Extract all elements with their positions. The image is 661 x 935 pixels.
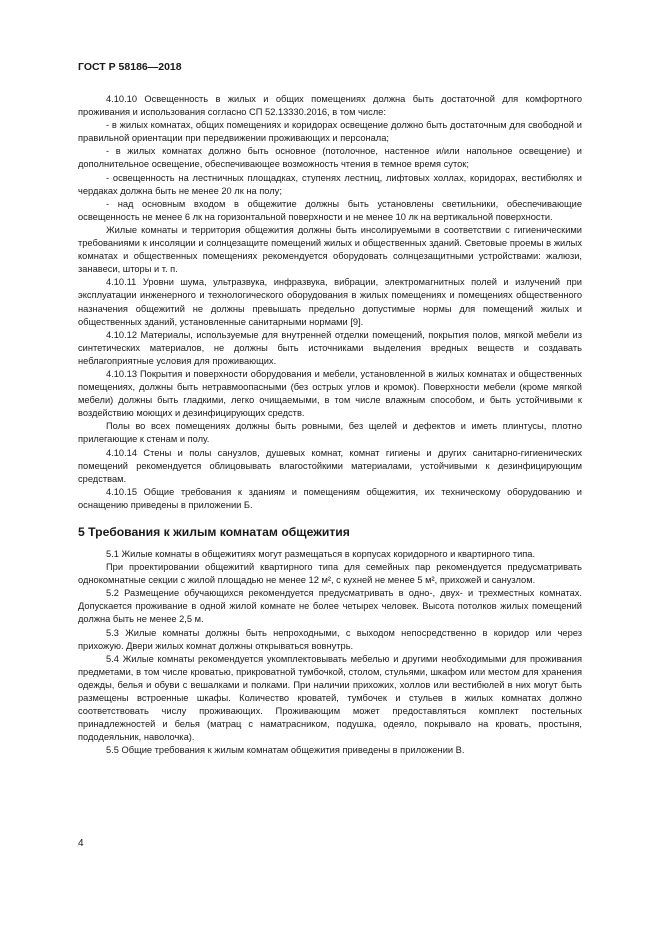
list-item: - освещенность на лестничных площадках, ступенях лестниц, лифтовых холлах, коридорах, вестибюлях и чердаках должна быть не менее 20 лк на полу; — [78, 172, 582, 196]
paragraph: 4.10.14 Стены и полы санузлов, душевых комнат, комнат гигиены и других санитарно-гигиенических помещений рекомендуется облицовывать влагостойкими материалами, устойчивыми к дезинфицирующим средствам. — [78, 447, 582, 484]
paragraph: Жилые комнаты и территория общежития должны быть инсолируемыми в соответствии с гигиеническими требованиями к инсоляции и солнцезащите помещений жилых и общественных зданий. Световые проемы в жилых комнатах и общественных помещениях рекомендуется оборудовать солнцезащитными устройствами: жалюзи, занавеси, шторы и т. п. — [78, 224, 582, 275]
list-item: - над основным входом в общежитие должны быть установлены светильники, обеспечивающие освещенность не менее 6 лк на горизонтальной поверхности и не менее 10 лк на вертикальной поверхности. — [78, 198, 582, 222]
list-item: - в жилых комнатах, общих помещениях и коридорах освещение должно быть достаточным для свободной и правильной ориентации при передвижении проживающих и персонала; — [78, 120, 582, 144]
document-body — [78, 93, 582, 758]
paragraph: 4.10.11 Уровни шума, ультразвука, инфразвука, вибрации, электромагнитных полей и излучений при эксплуатации инженерного и технологического оборудования в жилых помещениях и помещениях общественного назначения общежитий не должны превышать предельно допустимые нормы для помещений жилых и общественных зданий, установленные санитарными нормами [9]. — [78, 277, 582, 327]
paragraph: 4.10.12 Материалы, используемые для внутренней отделки помещений, покрытия полов, мягкой мебели из синтетических материалов, не должны быть источниками выделения вредных веществ и создавать неблагоприятные условия для проживающих. — [78, 329, 582, 366]
paragraph: Полы во всех помещениях должны быть ровными, без щелей и дефектов и иметь плинтусы, плотно прилегающие к стенам и полу. — [78, 421, 582, 445]
document-header: ГОСТ Р 58186—2018 — [78, 61, 182, 73]
paragraph: 4.10.13 Покрытия и поверхности оборудования и мебели, установленной в жилых комнатах и общественных помещениях, должны быть нетравмоопасными (без острых углов и кромок). Поверхности мебели (кроме мягкой мебели) должны быть гладкими, легко очищаемыми, в том числе влажным способом, и быть устойчивыми к воздействию моющих и дезинфицирующих средств. — [78, 368, 582, 419]
paragraph: При проектировании общежитий квартирного типа для семейных пар рекомендуется предусматривать однокомнатные секции с жилой площадью не менее 12 м², с кухней не менее 5 м², прихожей и санузлом. — [78, 562, 582, 586]
paragraph: 4.10.15 Общие требования к зданиям и помещениям общежития, их техническому оборудованию и оснащению приведены в приложении Б. — [78, 486, 582, 510]
paragraph: 5.4 Жилые комнаты рекомендуется укомплектовывать мебелью и другими необходимыми для проживания предметами, в том числе кроватью, прикроватной тумбочкой, столом, стульями, шкафом или местом для хранения одежды, белья и обуви с вешалками и полками. При наличии прихожих, холлов или вестибюлей в них могут быть размещены встроенные шкафы. Количество кроватей, тумбочек и стульев в жилых комнатах должно соответствовать числу проживающих. Проживающим может предоставляться комплект постельных принадлежностей и белья (матрац с наматрасником, подушка, одеяло, покрывало на кровать, простыня, пододеяльник, наволочка). — [78, 653, 582, 743]
list-item: - в жилых комнатах должно быть основное (потолочное, настенное и/или напольное освещение) и дополнительное освещение, обеспечивающее возможность чтения в темное время суток; — [78, 146, 582, 170]
page-number: 4 — [78, 838, 84, 849]
paragraph: 4.10.10 Освещенность в жилых и общих помещениях должна быть достаточной для комфортного проживания и использования согласно СП 52.13330.2016, в том числе: — [78, 94, 582, 118]
paragraph: 5.5 Общие требования к жилым комнатам общежития приведены в приложении В. — [106, 745, 465, 756]
paragraph: 5.3 Жилые комнаты должны быть непроходными, с выходом непосредственно в коридор или через прихожую. Двери жилых комнат должны открываться вовнутрь. — [78, 627, 582, 651]
section-title: 5 Требования к жилым комнатам общежития — [78, 525, 350, 539]
paragraph: 5.2 Размещение обучающихся рекомендуется предусматривать в одно-, двух- и трехместных комнатах. Допускается проживание в одной жилой комнате не более четырех человек. Высота потолков жилых помещений должна быть не менее 2,5 м. — [78, 588, 582, 625]
paragraph: 5.1 Жилые комнаты в общежитиях могут размещаться в корпусах коридорного и квартирного типа. — [106, 549, 536, 559]
